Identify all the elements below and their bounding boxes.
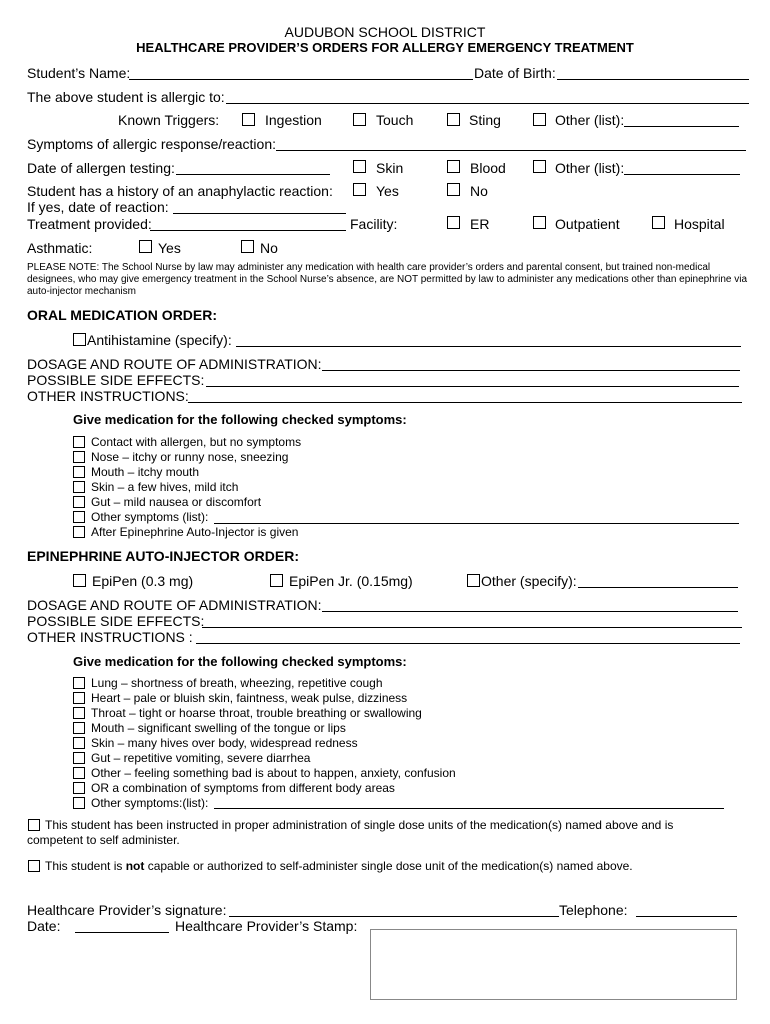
epi-give-medication-label: Give medication for the following checked symptoms: (73, 654, 407, 669)
oral-symptom-checkbox-skin[interactable] (73, 481, 85, 493)
epi-symptom-checkbox-combination[interactable] (73, 782, 85, 794)
trigger-other-checkbox[interactable] (533, 113, 546, 126)
epi-symptom-checkbox-other-list[interactable] (73, 797, 85, 809)
instructed-checkbox[interactable] (28, 819, 40, 831)
testing-blood-label: Blood (470, 160, 506, 176)
oral-give-medication-label: Give medication for the following checked symptoms: (73, 412, 407, 427)
oral-symptom-label: After Epinephrine Auto-Injector is given (91, 525, 299, 539)
trigger-ingestion-label: Ingestion (265, 112, 322, 128)
epi-symptom-checkbox-throat[interactable] (73, 707, 85, 719)
anaphylactic-no-label: No (470, 183, 488, 199)
epi-symptom-label: Lung – shortness of breath, wheezing, repetitive cough (91, 676, 383, 690)
allergic-to-label: The above student is allergic to: (27, 89, 225, 105)
not-capable-text-pre: This student is (45, 859, 126, 873)
oral-other-symptoms-field[interactable] (214, 523, 739, 524)
trigger-other-label: Other (list): (555, 112, 625, 128)
oral-symptom-checkbox-after-epi[interactable] (73, 526, 85, 538)
dob-field[interactable] (557, 79, 749, 80)
dob-label: Date of Birth: (474, 65, 556, 81)
allergen-testing-date-field[interactable] (176, 174, 330, 175)
facility-hospital-label: Hospital (674, 216, 725, 232)
oral-symptom-checkbox-nose[interactable] (73, 451, 85, 463)
facility-er-label: ER (470, 216, 490, 232)
epi-symptom-checkbox-skin[interactable] (73, 737, 85, 749)
not-capable-text-bold: not (125, 859, 145, 873)
oral-instructions-label: OTHER INSTRUCTIONS: (27, 388, 189, 404)
form-title: HEALTHCARE PROVIDER’S ORDERS FOR ALLERGY EMERGENCY TREATMENT (136, 40, 634, 55)
testing-skin-label: Skin (376, 160, 404, 176)
student-name-field[interactable] (129, 79, 473, 80)
anaphylactic-history-label: Student has a history of an anaphylactic reaction: (27, 183, 333, 199)
epipen-jr-label: EpiPen Jr. (0.15mg) (289, 573, 413, 589)
epi-other-field[interactable] (578, 587, 738, 588)
oral-symptom-label: Nose – itchy or runny nose, sneezing (91, 450, 289, 464)
known-triggers-label: Known Triggers: (118, 112, 220, 128)
oral-symptom-label: Contact with allergen, but no symptoms (91, 435, 302, 449)
epi-symptom-label: OR a combination of symptoms from different body areas (91, 781, 395, 795)
epipen-jr-checkbox[interactable] (270, 574, 283, 587)
epi-symptom-checkbox-lung[interactable] (73, 677, 85, 689)
testing-blood-checkbox[interactable] (447, 160, 460, 173)
treatment-provided-label: Treatment provided: (27, 216, 152, 232)
provider-stamp-label: Healthcare Provider’s Stamp: (175, 918, 358, 934)
oral-dosage-label: DOSAGE AND ROUTE OF ADMINISTRATION: (27, 356, 322, 372)
not-capable-text-post: capable or authorized to self-administer single dose unit of the medication(s) named above. (144, 859, 633, 873)
oral-symptom-label: Skin – a few hives, mild itch (91, 480, 239, 494)
epi-dosage-field[interactable] (322, 611, 738, 612)
district-name: AUDUBON SCHOOL DISTRICT (284, 24, 486, 40)
not-capable-statement (45, 859, 633, 873)
oral-symptom-checkbox-mouth[interactable] (73, 466, 85, 478)
epinephrine-heading: EPINEPHRINE AUTO-INJECTOR ORDER: (27, 548, 299, 564)
oral-side-effects-field[interactable] (206, 386, 739, 387)
asthmatic-yes-checkbox[interactable] (139, 240, 152, 253)
testing-skin-checkbox[interactable] (353, 160, 366, 173)
provider-signature-field[interactable] (229, 916, 559, 917)
symptoms-reaction-field[interactable] (276, 150, 746, 151)
epi-symptom-checkbox-heart[interactable] (73, 692, 85, 704)
epi-symptom-label: Other – feeling something bad is about to happen, anxiety, confusion (91, 766, 456, 780)
legal-note: PLEASE NOTE: The School Nurse by law may administer any medication with health care provider’s orders and parental consent, but trained non-medical designees, who may give emergency treatment in the School Nurse’s absence, are NOT permitted by law to administer any medications other than epinephrine via auto-injector mechanism (27, 262, 748, 297)
trigger-ingestion-checkbox[interactable] (242, 113, 255, 126)
oral-side-effects-label: POSSIBLE SIDE EFFECTS: (27, 372, 205, 388)
student-name-label: Student’s Name: (27, 65, 131, 81)
provider-signature-label: Healthcare Provider’s signature: (27, 902, 227, 918)
not-capable-checkbox[interactable] (28, 860, 40, 872)
trigger-touch-checkbox[interactable] (353, 113, 366, 126)
oral-medication-heading: ORAL MEDICATION ORDER: (27, 307, 218, 323)
antihistamine-checkbox[interactable] (73, 333, 86, 346)
epi-symptom-label: Heart – pale or bluish skin, faintness, weak pulse, dizziness (91, 691, 408, 705)
reaction-date-field[interactable] (173, 213, 346, 214)
facility-outpatient-label: Outpatient (555, 216, 620, 232)
testing-other-checkbox[interactable] (533, 160, 546, 173)
epi-symptom-checkbox-gut[interactable] (73, 752, 85, 764)
trigger-touch-label: Touch (376, 112, 414, 128)
antihistamine-field[interactable] (236, 346, 741, 347)
facility-hospital-checkbox[interactable] (652, 216, 665, 229)
epi-symptom-checkbox-other-feeling[interactable] (73, 767, 85, 779)
date-field[interactable] (75, 932, 169, 933)
instructed-statement-line1: This student has been instructed in proper administration of single dose units of the medication(s) named above and is (45, 818, 674, 832)
testing-other-label: Other (list): (555, 160, 625, 176)
oral-symptom-label: Gut – mild nausea or discomfort (91, 495, 262, 509)
epi-symptom-checkbox-mouth[interactable] (73, 722, 85, 734)
telephone-label: Telephone: (559, 902, 628, 918)
asthmatic-no-label: No (260, 240, 278, 256)
treatment-provided-field[interactable] (150, 230, 346, 231)
testing-other-field[interactable] (624, 174, 740, 175)
epi-symptom-label: Throat – tight or hoarse throat, trouble breathing or swallowing (91, 706, 422, 720)
facility-er-checkbox[interactable] (447, 216, 460, 229)
date-label: Date: (27, 918, 61, 934)
oral-instructions-field[interactable] (188, 402, 742, 403)
allergic-to-field[interactable] (226, 103, 749, 104)
telephone-field[interactable] (636, 916, 737, 917)
epi-other-symptoms-field[interactable] (214, 808, 724, 809)
asthmatic-no-checkbox[interactable] (241, 240, 254, 253)
symptoms-reaction-label: Symptoms of allergic response/reaction: (27, 136, 276, 152)
anaphylactic-yes-label: Yes (376, 183, 399, 199)
trigger-sting-label: Sting (469, 112, 501, 128)
epipen-label: EpiPen (0.3 mg) (92, 573, 194, 589)
reaction-date-label: If yes, date of reaction: (27, 199, 169, 215)
trigger-other-field[interactable] (624, 126, 739, 127)
oral-symptom-checkbox-other[interactable] (73, 511, 85, 523)
epi-symptom-label: Mouth – significant swelling of the tongue or lips (91, 721, 346, 735)
epi-dosage-label: DOSAGE AND ROUTE OF ADMINISTRATION: (27, 597, 322, 613)
epi-symptom-label: Other symptoms:(list): (91, 796, 209, 810)
oral-symptom-checkbox-gut[interactable] (73, 496, 85, 508)
asthmatic-yes-label: Yes (158, 240, 181, 256)
allergen-testing-label: Date of allergen testing: (27, 160, 175, 176)
epi-side-effects-field[interactable] (202, 627, 742, 628)
anaphylactic-yes-checkbox[interactable] (353, 183, 366, 196)
oral-symptom-label: Other symptoms (list): (91, 510, 209, 524)
facility-label: Facility: (350, 216, 398, 232)
epi-instructions-field[interactable] (196, 643, 740, 644)
oral-dosage-field[interactable] (322, 370, 740, 371)
epi-side-effects-label: POSSIBLE SIDE EFFECTS: (27, 613, 205, 629)
antihistamine-label: Antihistamine (specify): (87, 332, 232, 348)
anaphylactic-no-checkbox[interactable] (447, 183, 460, 196)
epi-symptom-label: Gut – repetitive vomiting, severe diarrhea (91, 751, 311, 765)
oral-symptom-label: Mouth – itchy mouth (91, 465, 200, 479)
epi-other-label: Other (specify): (481, 573, 577, 589)
epi-instructions-label: OTHER INSTRUCTIONS : (27, 629, 193, 645)
trigger-sting-checkbox[interactable] (447, 113, 460, 126)
asthmatic-label: Asthmatic: (27, 240, 93, 256)
oral-symptom-checkbox-contact[interactable] (73, 436, 85, 448)
epi-symptom-label: Skin – many hives over body, widespread redness (91, 736, 358, 750)
epi-other-checkbox[interactable] (467, 574, 480, 587)
provider-stamp-box[interactable] (370, 929, 737, 1000)
instructed-statement-line2: competent to self administer. (27, 833, 180, 847)
epipen-checkbox[interactable] (73, 574, 86, 587)
facility-outpatient-checkbox[interactable] (533, 216, 546, 229)
